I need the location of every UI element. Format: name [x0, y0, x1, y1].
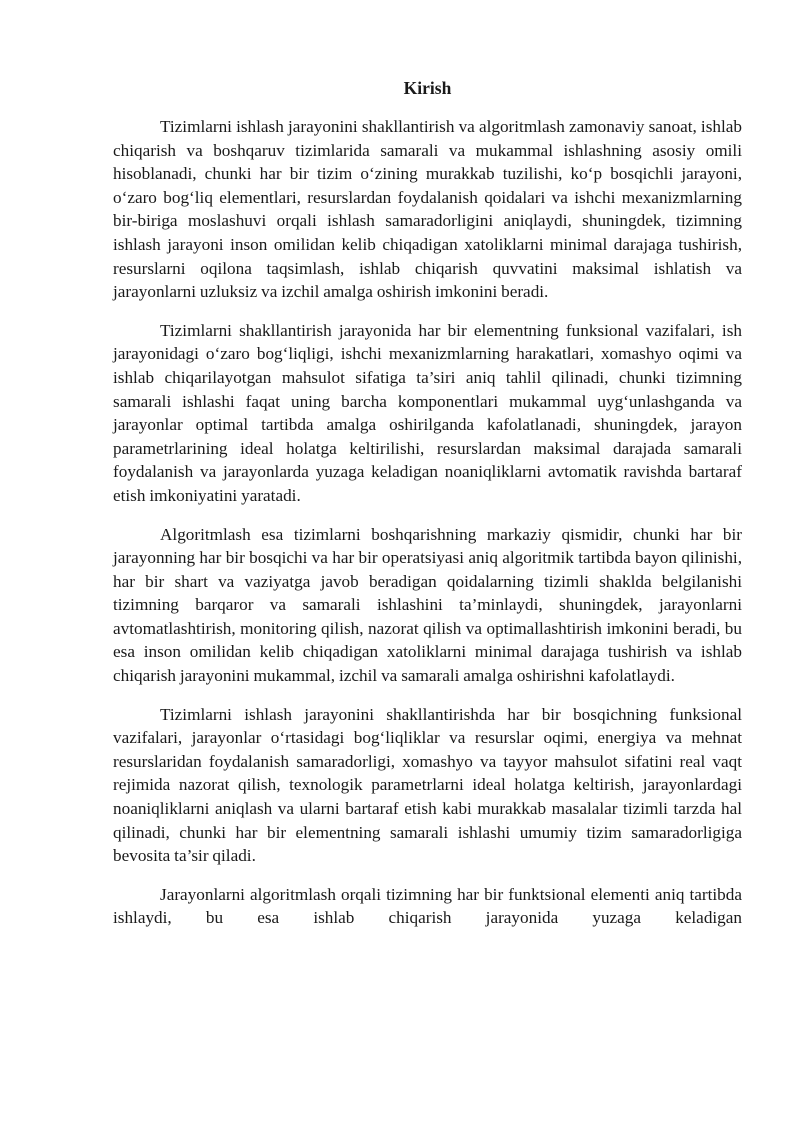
- paragraph-5: Jarayonlarni algoritmlash orqali tizimning har bir funktsional elementi aniq tartibda ishlaydi, bu esa ishlab chiqarish jarayonida yuzaga keladigan: [113, 884, 742, 928]
- paragraph-2: Tizimlarni shakllantirish jarayonida har bir elementning funksional vazifalari, ish jarayonidagi o‘zaro bog‘liqligi, ishchi mexanizmlarning harakatlari, xomashyo oqimi va ishlab chiqarilayotgan mahsulot sifatiga ta’siri aniq tahlil qilinadi, chunki tizimning samarali ishlashi faqat uning barcha komponentlari mukammal uyg‘unlashganda va jarayonlar optimal tartibda amalga oshirilganda kafolatlanadi, shuningdek, jarayon parametrlarining ideal holatga keltirilishi, resurslardan maksimal darajada samarali foydalanish va jarayonlarda yuzaga keladigan noaniqliklarni avtomatik ravishda bartaraf etish imkoniyatini yaratadi.: [113, 320, 742, 505]
- paragraph-4: Tizimlarni ishlash jarayonini shakllantirishda har bir bosqichning funksional vazifalari, jarayonlar o‘rtasidagi bog‘liqliklar va resurslar oqimi, energiya va mehnat resurslaridan foydalanish samaradorligi, xomashyo va tayyor mahsulot sifatini real vaqt rejimida nazorat qilish, texnologik parametrlarni ideal holatga keltirish, jarayonlardagi noaniqliklarni aniqlash va ularni bartaraf etish kabi murakkab masalalar tizimli tarzda hal qilinadi, chunki har bir elementning samarali ishlashi umumiy tizim samaradorligiga bevosita ta’sir qiladi.: [113, 704, 742, 866]
- paragraph-1: Tizimlarni ishlash jarayonini shakllantirish va algoritmlash zamonaviy sanoat, ishlab chiqarish va boshqaruv tizimlarida samarali va mukammal ishlashning asosiy omili hisoblanadi, chunki har bir tizim o‘zining murakkab tuzilishi, ko‘p bosqichli jarayoni, o‘zaro bog‘liq elementlari, resurslardan foydalanish qoidalari va ishchi mexanizmlarning bir-biriga moslashuvi orqali ishlash samaradorligini aniqlaydi, shuningdek, tizimning ishlash jarayoni inson omilidan kelib chiqadigan xatoliklarni minimal darajaga tushirish, resurslarni oqilona taqsimlash, ishlab chiqarish quvvatini maksimal ishlatish va jarayonlarni uzluksiz va izchil amalga oshirish imkonini beradi.: [113, 117, 742, 302]
- paragraph-3: Algoritmlash esa tizimlarni boshqarishning markaziy qismidir, chunki har bir jarayonning har bir bosqichi va har bir operatsiyasi aniq algoritmik tartibda bayon qilinishi, har bir shart va vaziyatga javob beradigan qoidalarning tizimli shaklda belgilanishi tizimning barqaror va samarali ishlashini ta’minlaydi, shuningdek, jarayonlarni avtomatlashtirish, monitoring qilish, nazorat qilish va optimallashtirish imkonini beradi, bu esa inson omilidan kelib chiqadigan xatoliklarni minimal darajaga tushirish va ishlab chiqarish jarayonini mukammal, izchil va samarali amalga oshirishni kafolatlaydi.: [113, 524, 742, 686]
- document-page: [113, 0, 742, 945]
- document-title: Kirish: [403, 78, 452, 98]
